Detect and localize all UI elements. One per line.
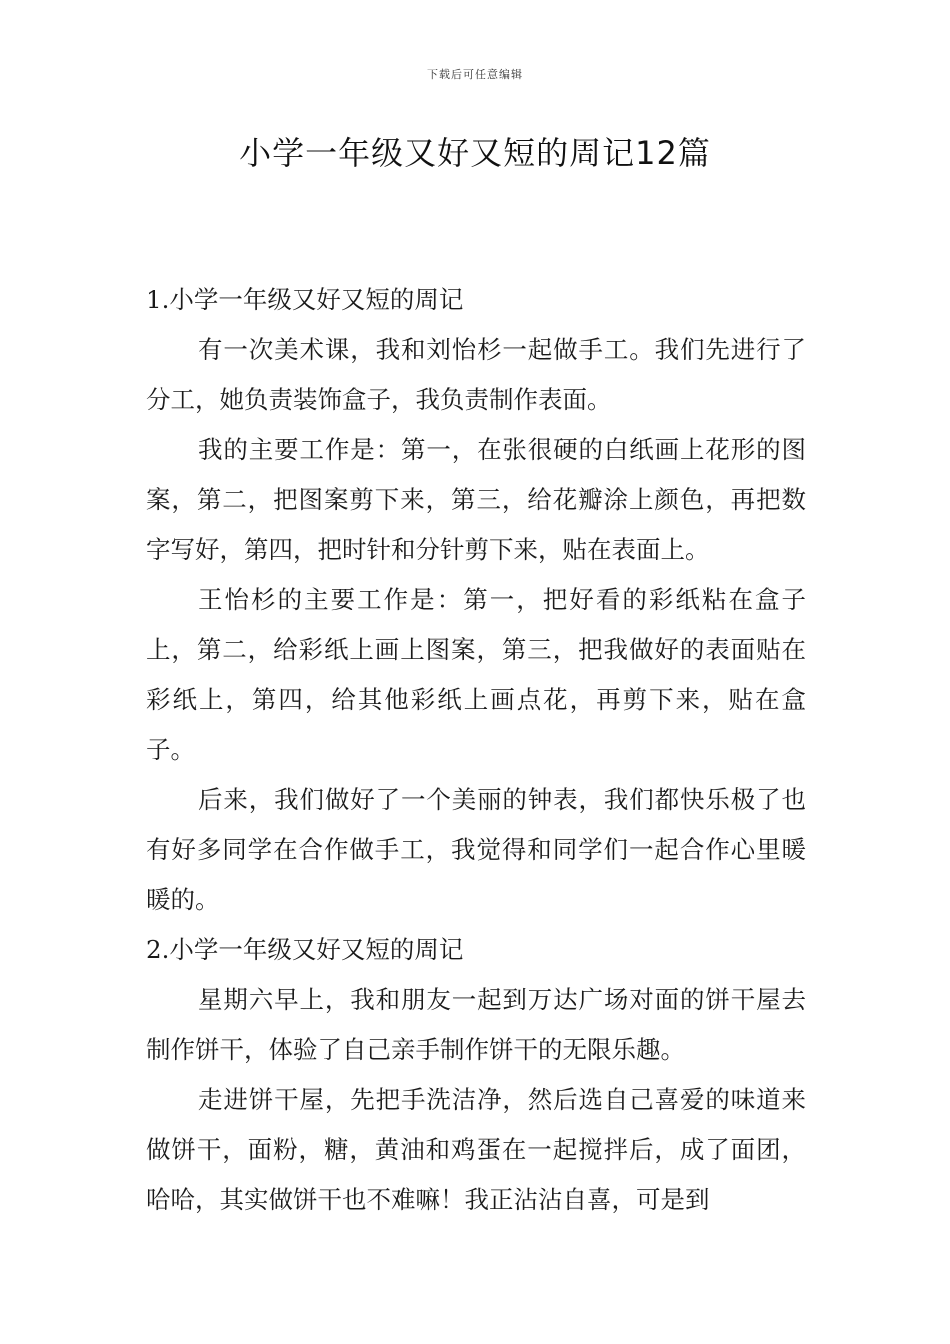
header-note: 下载后可任意编辑 xyxy=(427,68,523,81)
section-heading: 1.小学一年级又好又短的周记 xyxy=(146,285,464,314)
paragraph: 有一次美术课，我和刘怡杉一起做手工。我们先进行了分工，她负责装饰盒子，我负责制作表面。 xyxy=(146,335,806,414)
document-title: 小学一年级又好又短的周记12篇 xyxy=(239,134,711,172)
document-body xyxy=(146,275,806,1225)
section-heading: 2.小学一年级又好又短的周记 xyxy=(146,935,464,964)
paragraph: 后来，我们做好了一个美丽的钟表，我们都快乐极了也有好多同学在合作做手工，我觉得和同学们一起合作心里暖暖的。 xyxy=(146,785,806,914)
paragraph: 走进饼干屋，先把手洗洁净，然后选自己喜爱的味道来做饼干，面粉，糖，黄油和鸡蛋在一起搅拌后，成了面团，哈哈，其实做饼干也不难嘛！我正沾沾自喜，可是到 xyxy=(146,1085,806,1214)
paragraph: 王怡杉的主要工作是：第一，把好看的彩纸粘在盒子上，第二，给彩纸上画上图案，第三，把我做好的表面贴在彩纸上，第四，给其他彩纸上画点花，再剪下来，贴在盒子。 xyxy=(146,585,806,764)
paragraph: 星期六早上，我和朋友一起到万达广场对面的饼干屋去制作饼干，体验了自己亲手制作饼干的无限乐趣。 xyxy=(146,985,806,1064)
paragraph: 我的主要工作是：第一，在张很硬的白纸画上花形的图案，第二，把图案剪下来，第三，给花瓣涂上颜色，再把数字写好，第四，把时针和分针剪下来，贴在表面上。 xyxy=(146,435,806,564)
